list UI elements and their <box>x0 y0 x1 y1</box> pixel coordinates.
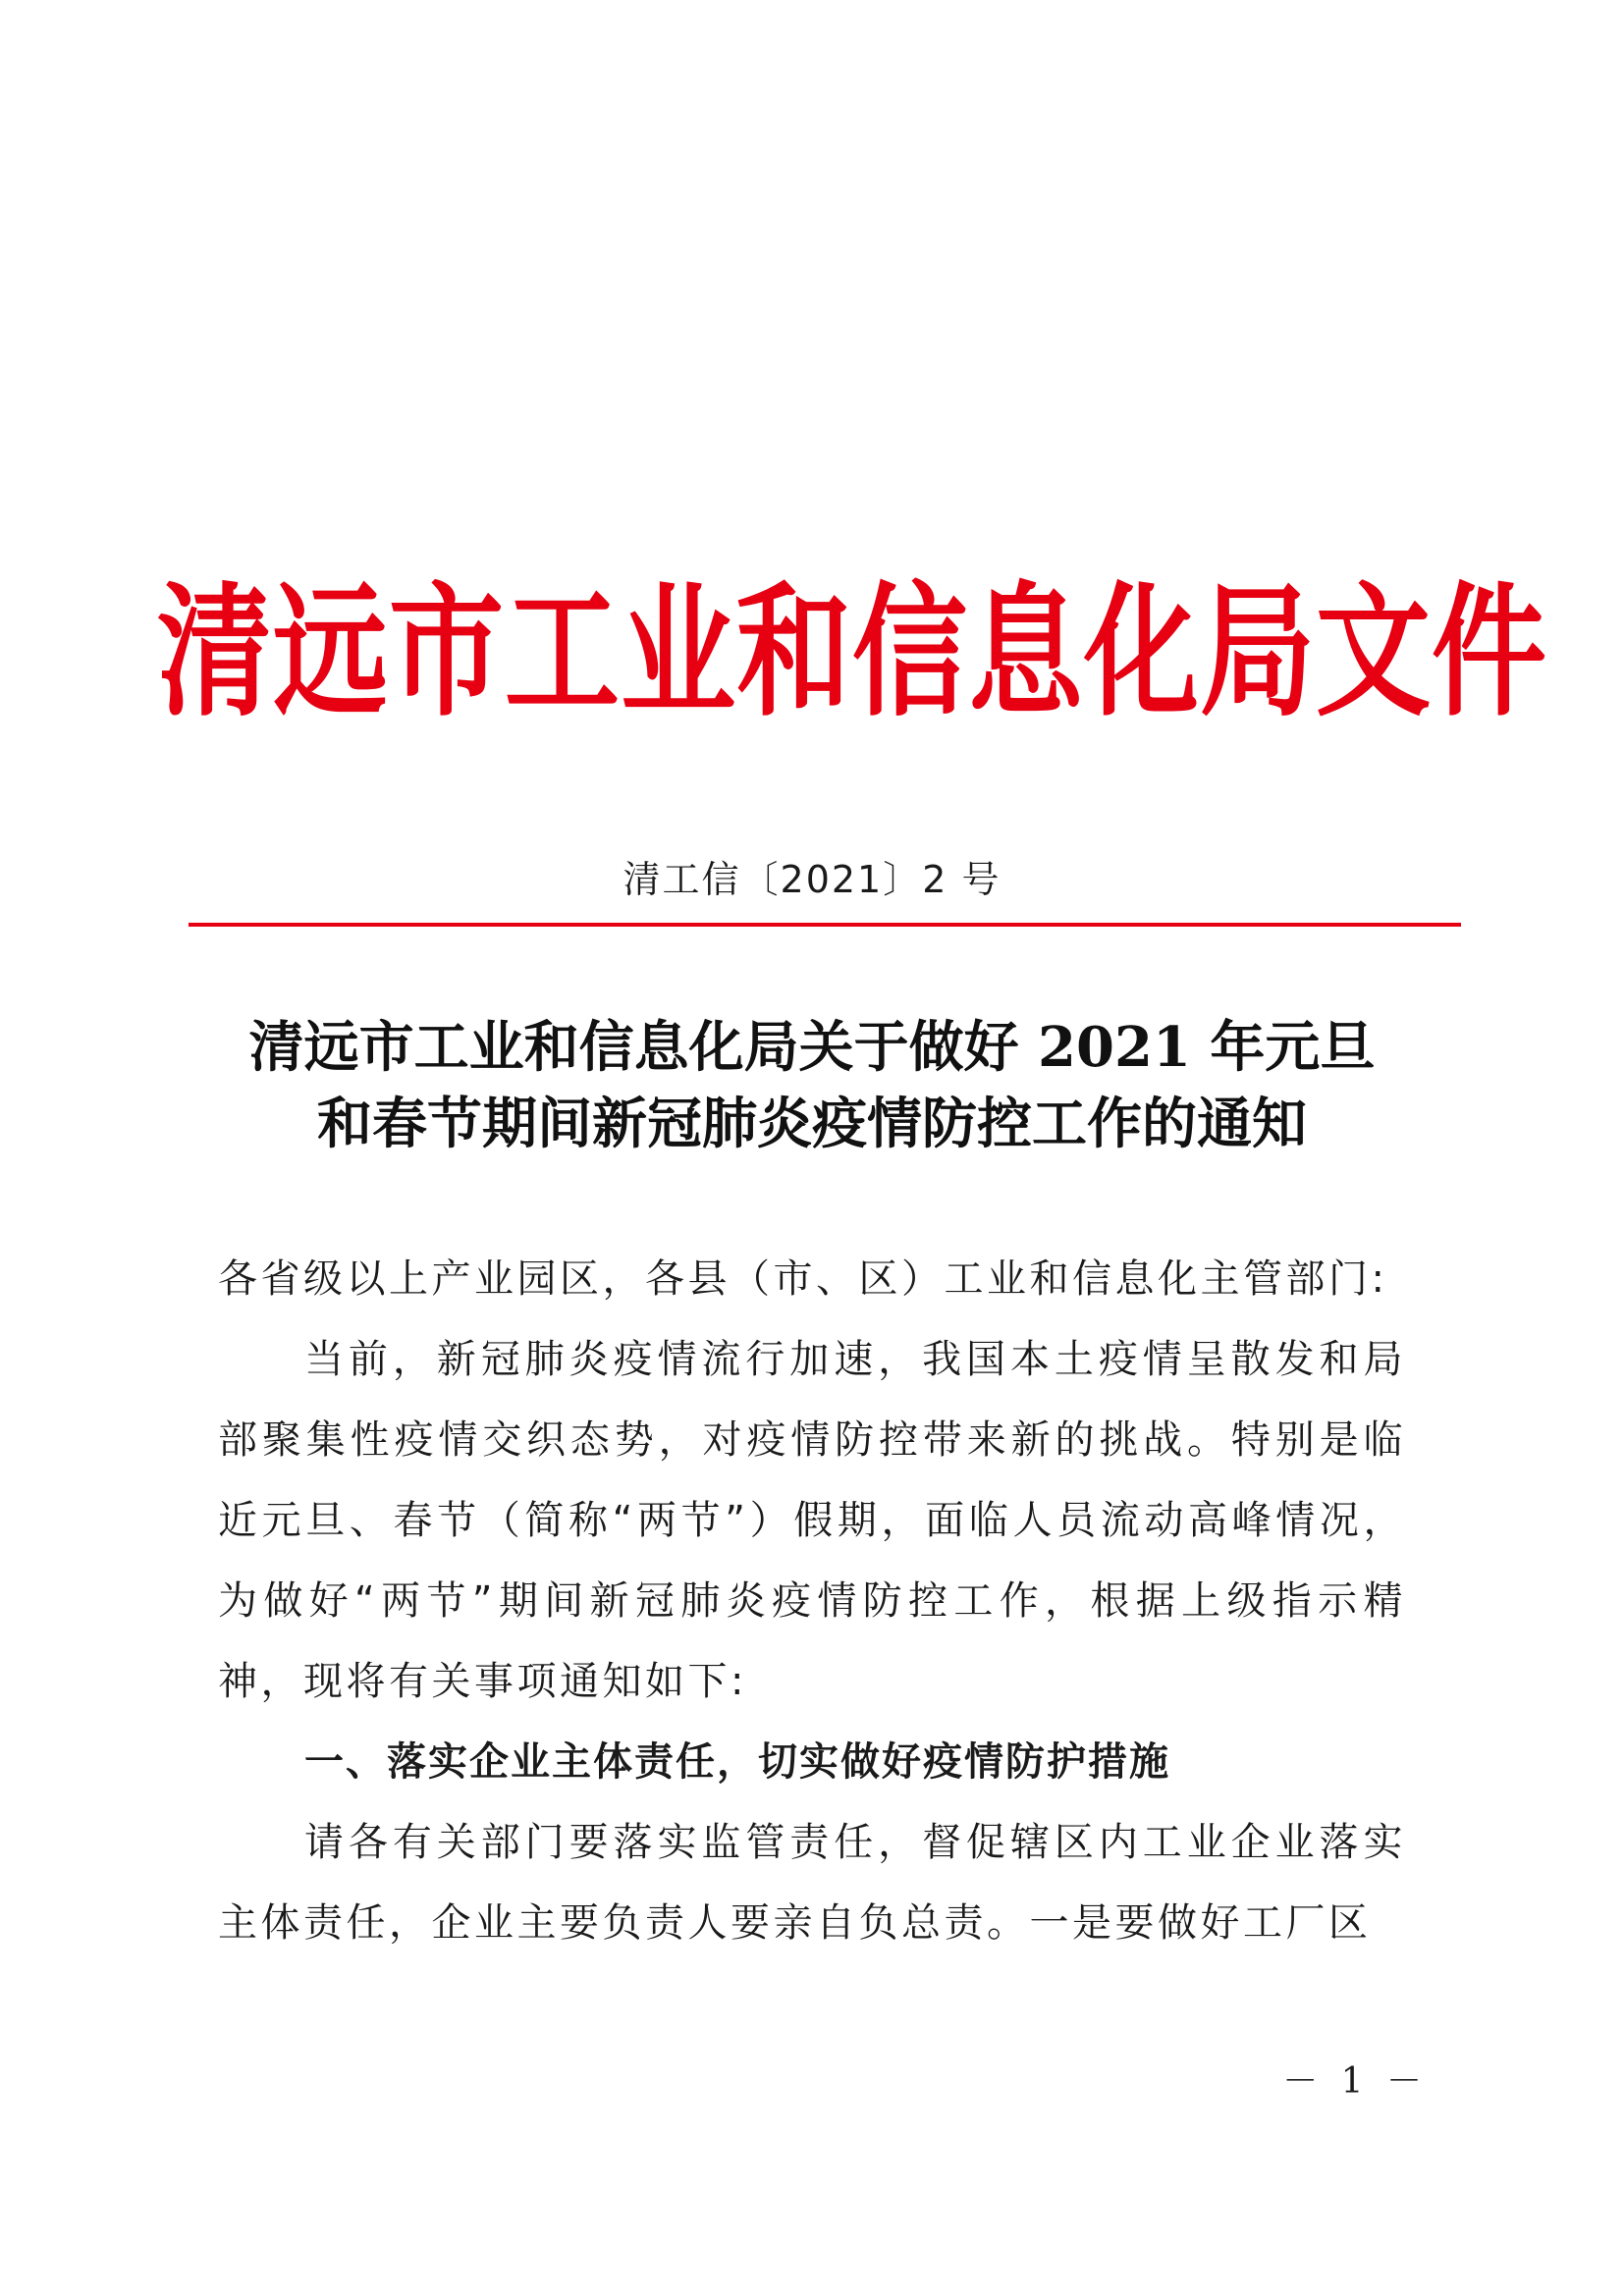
document-title <box>157 1009 1467 1162</box>
body-paragraph: 请各有关部门要落实监管责任，督促辖区内工业企业落实主体责任，企业主要负责人要亲自负总责。一是要做好工厂区 <box>218 1820 1406 1946</box>
section-heading: 一、落实企业主体责任，切实做好疫情防护措施 <box>304 1739 1170 1785</box>
issuer-header-title: 清远市工业和信息化局文件 <box>157 566 1548 736</box>
addressee: 各省级以上产业园区，各县（市、区）工业和信息化主管部门: <box>218 1256 1388 1302</box>
page-number: － 1 － <box>1282 2061 1428 2102</box>
document-title-line-2: 和春节期间新冠肺炎疫情防控工作的通知 <box>317 1092 1307 1156</box>
document-title-line-1: 清远市工业和信息化局关于做好 2021 年元旦 <box>248 1015 1376 1080</box>
document-body <box>218 1239 1406 1963</box>
red-separator-line <box>189 923 1461 927</box>
body-paragraph: 当前，新冠肺炎疫情流行加速，我国本土疫情呈散发和局部聚集性疫情交织态势，对疫情防控带来新的挑战。特别是临近元旦、春节（简称“两节”）假期，面临人员流动高峰情况，为做好“两节”期间新冠肺炎疫情防控工作，根据上级指示精神，现将有关事项通知如下: <box>218 1337 1406 1704</box>
document-number: 清工信〔2021〕2 号 <box>623 858 1001 901</box>
